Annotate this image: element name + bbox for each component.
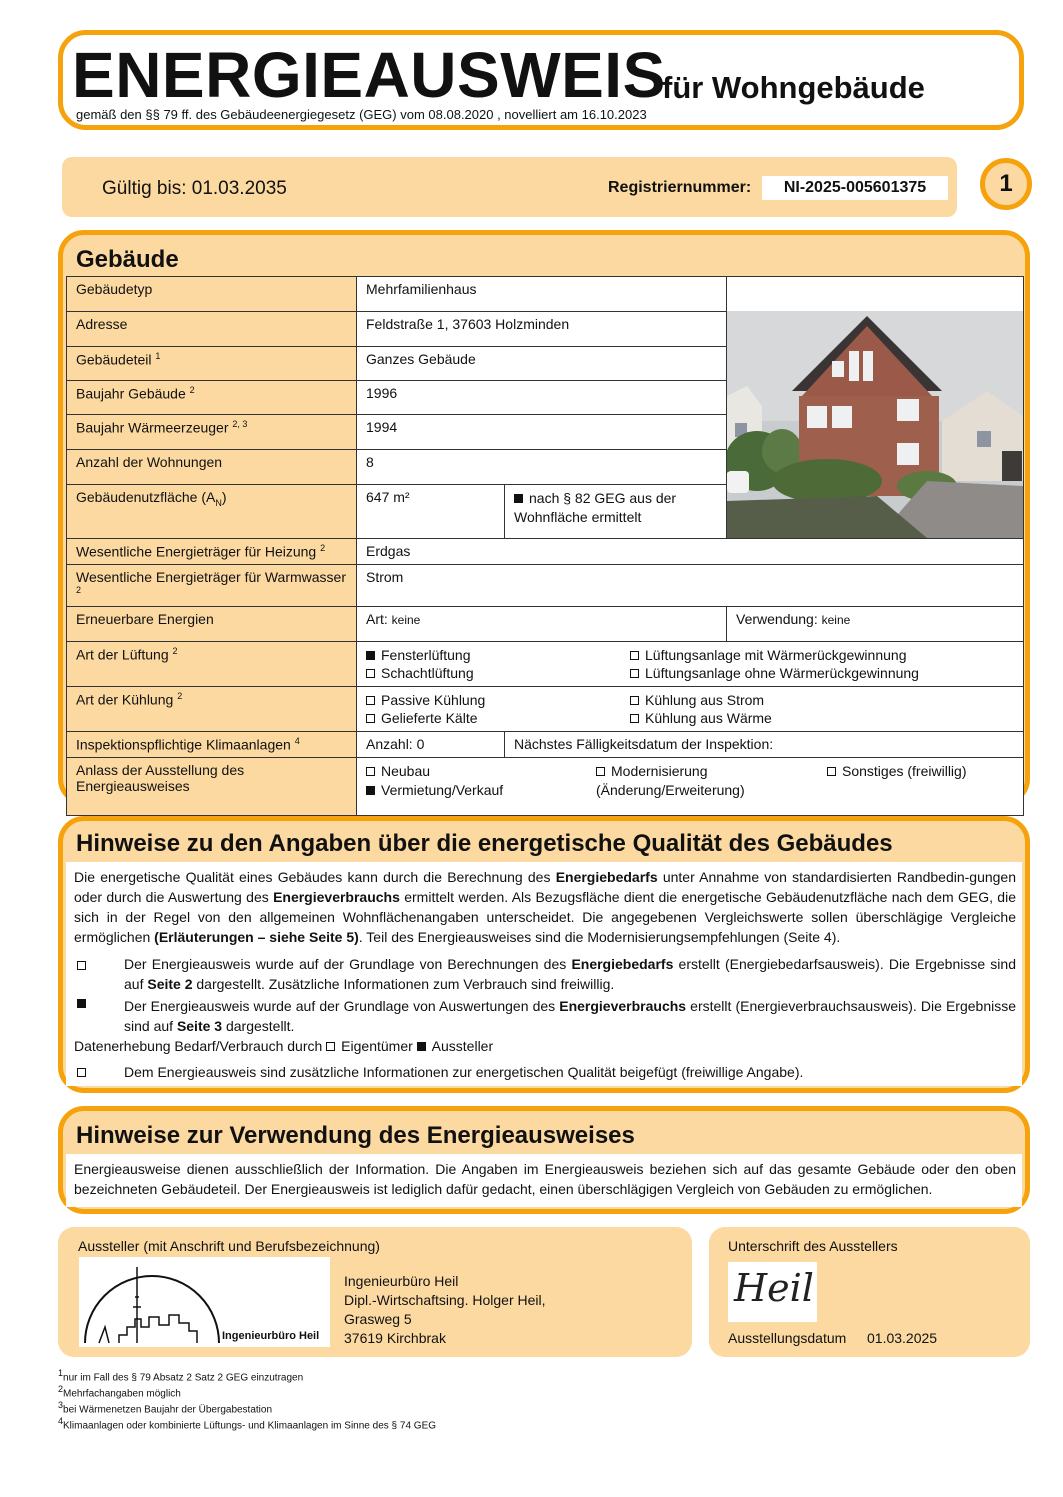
- part-label: Gebäudeteil $^1$: [67, 347, 357, 381]
- flats-label: Anzahl der Wohnungen: [67, 450, 357, 485]
- issuer-logo: [79, 1257, 330, 1347]
- flats-value: 8: [357, 450, 727, 485]
- registration-label: Registriernummer:: [608, 179, 752, 196]
- vent-norecovery-checkbox: [630, 669, 639, 678]
- reason-label: Anlass der Ausstellung des Energieausweises: [67, 757, 357, 815]
- address-label: Adresse: [67, 312, 357, 347]
- option-consumption-text: Der Energieausweis wurde auf der Grundlage von Auswertungen des Energieverbrauchs erstellt (Energieverbrauchsausweis). Die Ergebnisse sind auf Seite 3 dargestellt.: [124, 998, 1016, 1034]
- area-note-checkbox: [514, 494, 523, 503]
- option-demand-checkbox: [77, 961, 86, 970]
- option-consumption-checkbox: [77, 999, 86, 1008]
- page-number-badge: 1: [980, 158, 1032, 210]
- issuer-address: Ingenieurbüro Heil Dipl.-Wirtschaftsing. Holger Heil, Grasweg 5 37619 Kirchbrak: [344, 1273, 546, 1346]
- issuer-label: Aussteller (mit Anschrift und Berufsbezeichnung): [78, 1238, 380, 1254]
- registration-number: NI-2025-005601375: [762, 176, 948, 200]
- reason-other-checkbox: [827, 767, 836, 776]
- reason-options: Neubau Vermietung/Verkauf Modernisierung (Änderung/Erweiterung) Sonstiges (freiwillig): [357, 757, 1024, 815]
- issuer-logo-text: Ingenieurbüro Heil: [222, 1330, 320, 1342]
- quality-intro: Die energetische Qualität eines Gebäudes kann durch die Berechnung des Energiebedarfs unter Annahme von standardisierten Randbedin-gungen oder durch die Auswertung des Energieverbrauchs ermittelt werden. Als Bezugsfläche dient die energetische Gebäudenutzfläche nach dem GEG, die sich in der Regel von den allgemeinen Wohnflächenangaben unterscheidet. Die angegebenen Vergleichswerte sollen überschlägige Vergleiche ermöglichen (Erläuterungen – siehe Seite 5). Teil des Energieausweises sind die Modernisierungsempfehlungen (Seite 4).: [74, 869, 1017, 945]
- collection-owner-checkbox: [326, 1042, 335, 1051]
- reason-rent-checkbox: [366, 786, 375, 795]
- cooling-options: Passive Kühlung Kühlung aus Strom Gelieferte Kälte Kühlung aus Wärme: [357, 686, 1024, 731]
- vent-recovery-checkbox: [630, 651, 639, 660]
- vent-shaft-checkbox: [366, 669, 375, 678]
- quality-section-title: Hinweise zu den Angaben über die energetische Qualität des Gebäudes: [76, 830, 893, 857]
- cool-passive-checkbox: [366, 696, 375, 705]
- issue-date: 01.03.2025: [867, 1330, 938, 1346]
- option-demand-text: Der Energieausweis wurde auf der Grundlage von Berechnungen des Energiebedarfs erstellt (Energiebedarfsausweis). Die Ergebnisse sind auf Seite 2 dargestellt. Zusätzliche Informationen zum Verbrauch sind freiwillig.: [124, 956, 1016, 992]
- cooling-label: Art der Kühlung $^2$: [67, 686, 357, 731]
- signature-label: Unterschrift des Ausstellers: [728, 1238, 898, 1254]
- ac-next-inspection: Nächstes Fälligkeitsdatum der Inspektion:: [505, 731, 1024, 757]
- usage-section-title: Hinweise zur Verwendung des Energieausweises: [76, 1122, 635, 1149]
- cool-delivered-checkbox: [366, 714, 375, 723]
- water-carrier-value: Strom: [357, 565, 1024, 607]
- type-label: Gebäudetyp: [67, 277, 357, 312]
- heater-year-value: 1994: [357, 415, 727, 450]
- heating-carrier-label: Wesentliche Energieträger für Heizung $^2$: [67, 539, 357, 565]
- building-section-title: Gebäude: [76, 246, 179, 273]
- heater-year-label: Baujahr Wärmeerzeuger $^{2, 3}$: [67, 415, 357, 450]
- document-title: ENERGIEAUSWEIS: [72, 39, 666, 111]
- building-photo: [727, 311, 1023, 538]
- vent-window-checkbox: [366, 651, 375, 660]
- option-additional-checkbox: [77, 1068, 86, 1077]
- signature: Heil: [734, 1266, 814, 1310]
- reason-mod-checkbox: [596, 767, 605, 776]
- ac-label: Inspektionspflichtige Klimaanlagen $^4$: [67, 731, 357, 757]
- ventilation-label: Art der Lüftung $^2$: [67, 641, 357, 686]
- cool-heat-checkbox: [630, 714, 639, 723]
- issue-date-label: Ausstellungsdatum: [728, 1330, 847, 1346]
- option-additional-text: Dem Energieausweis sind zusätzliche Informationen zur energetischen Qualität beigefügt (freiwillige Angabe).: [124, 1064, 804, 1080]
- collection-issuer-checkbox: [417, 1042, 426, 1051]
- renewable-type: Art: keine: [357, 606, 727, 641]
- area-value: 647 m²: [357, 485, 505, 539]
- reason-new-checkbox: [366, 767, 375, 776]
- cool-power-checkbox: [630, 696, 639, 705]
- footnote-2: $^2$Mehrfachangaben möglich: [58, 1384, 181, 1400]
- address-value: Feldstraße 1, 37603 Holzminden: [357, 312, 727, 347]
- data-collection-line: Datenerhebung Bedarf/Verbrauch durch Eigentümer Aussteller: [74, 1038, 494, 1054]
- footnote-4: $^4$Klimaanlagen oder kombinierte Lüftungs- und Klimaanlagen im Sinne des § 74 GEG: [58, 1416, 437, 1432]
- renewable-label: Erneuerbare Energien: [67, 606, 357, 641]
- water-carrier-label: Wesentliche Energieträger für Warmwasser $^2$: [67, 565, 357, 607]
- legal-basis: gemäß den §§ 79 ff. des Gebäudeenergiegesetz (GEG) vom 08.08.2020 , novelliert am 16.10.2023: [76, 107, 647, 122]
- type-value: Mehrfamilienhaus: [357, 277, 727, 312]
- footnote-1: $^1$nur im Fall des § 79 Absatz 2 Satz 2 GEG einzutragen: [58, 1368, 304, 1384]
- year-label: Baujahr Gebäude $^2$: [67, 381, 357, 415]
- area-note: nach § 82 GEG aus der Wohnfläche ermittelt: [505, 485, 727, 539]
- document-subtitle: für Wohngebäude: [662, 70, 925, 105]
- ventilation-options: Fensterlüftung Lüftungsanlage mit Wärmerückgewinnung Schachtlüftung Lüftungsanlage ohne Wärmerückgewinnung: [357, 641, 1024, 686]
- ac-count: Anzahl: 0: [357, 731, 505, 757]
- part-value: Ganzes Gebäude: [357, 347, 727, 381]
- year-value: 1996: [357, 381, 727, 415]
- heating-carrier-value: Erdgas: [357, 539, 1024, 565]
- usage-text: Energieausweise dienen ausschließlich der Information. Die Angaben im Energieausweis beziehen sich auf das gesamte Gebäude oder den oben bezeichneten Gebäudeteil. Der Energieausweis ist lediglich dafür gedacht, einen überschlägigen Vergleich von Gebäuden zu ermöglichen.: [74, 1161, 1016, 1197]
- valid-until: Gültig bis: 01.03.2035: [102, 178, 287, 199]
- renewable-use: Verwendung: keine: [727, 606, 1024, 641]
- footnote-3: $^3$bei Wärmenetzen Baujahr der Übergabestation: [58, 1400, 273, 1416]
- area-label: Gebäudenutzfläche $(A_N)$: [67, 485, 357, 539]
